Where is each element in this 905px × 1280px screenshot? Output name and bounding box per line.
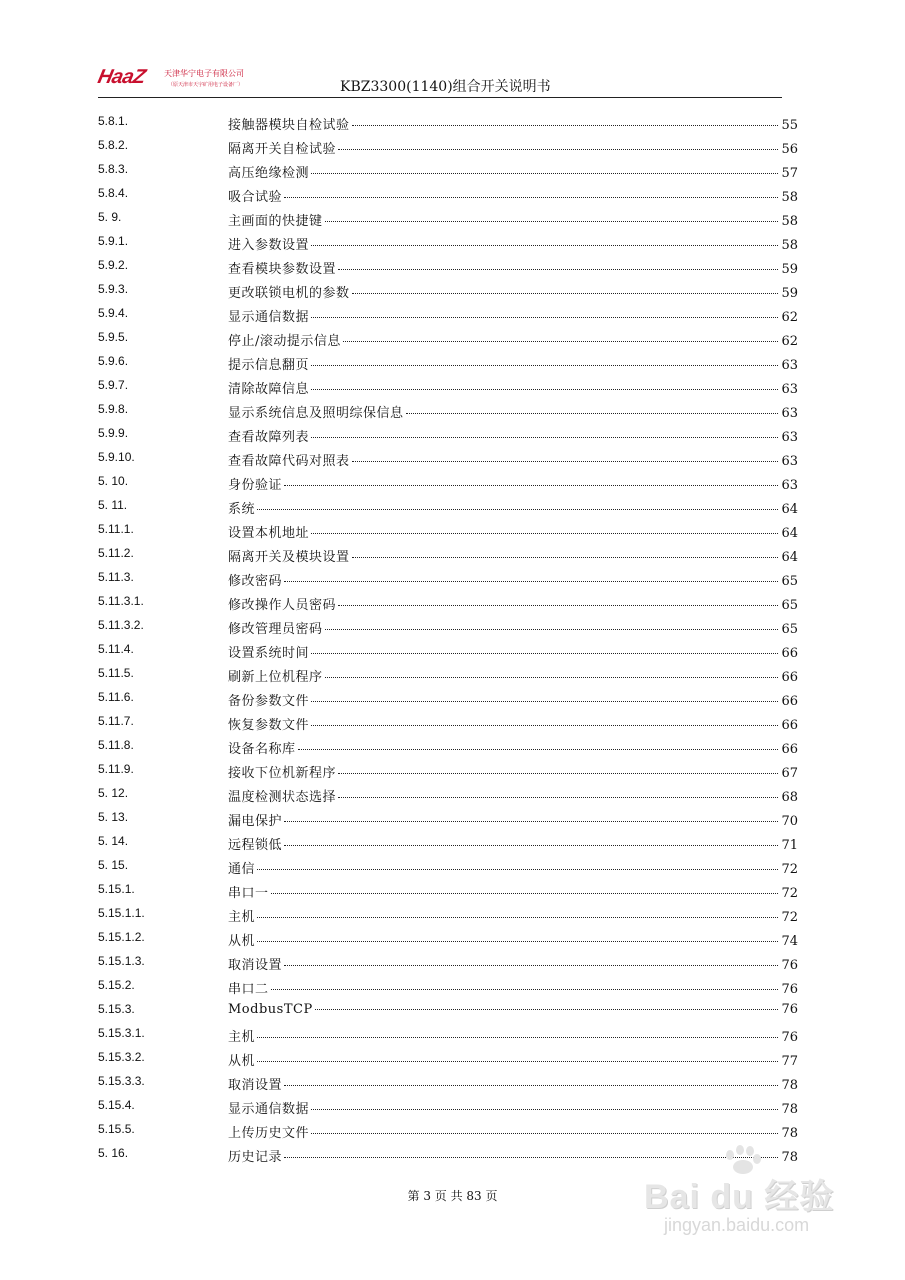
toc-entry-line [228, 714, 798, 733]
toc-dot-leader [352, 125, 778, 126]
toc-entry-line [228, 474, 798, 493]
toc-entry[interactable] [98, 134, 798, 158]
toc-entry[interactable] [98, 590, 798, 614]
toc-entry-page: 63 [781, 454, 798, 469]
toc-entry-page: 63 [781, 358, 798, 373]
toc-entry-title: 修改管理员密码 [228, 622, 323, 637]
toc-entry-number: 5.11.2. [98, 546, 134, 560]
toc-entry[interactable] [98, 1118, 798, 1142]
baidu-watermark [640, 1145, 880, 1245]
toc-entry-title: ModbusTCP [228, 1002, 313, 1017]
toc-entry-title: 恢复参数文件 [228, 718, 310, 733]
toc-entry[interactable] [98, 1046, 798, 1070]
toc-entry-line [228, 930, 798, 949]
toc-entry[interactable] [98, 278, 798, 302]
toc-entry-line [228, 1026, 798, 1045]
toc-entry-number: 5.9.8. [98, 402, 129, 416]
toc-dot-leader [352, 461, 778, 462]
toc-entry-page: 65 [781, 574, 798, 589]
toc-entry-page: 64 [781, 502, 798, 517]
toc-entry-page: 57 [781, 166, 798, 181]
toc-entry-number: 5.15.4. [98, 1098, 135, 1112]
toc-entry-number: 5.15.1. [98, 882, 135, 896]
toc-entry[interactable] [98, 1094, 798, 1118]
toc-entry-page: 58 [781, 190, 798, 205]
toc-dot-leader [311, 1109, 778, 1110]
toc-entry-page: 67 [781, 766, 798, 781]
toc-entry[interactable] [98, 374, 798, 398]
toc-entry-title: 远程锁低 [228, 838, 283, 853]
toc-entry-number: 5.15.3.1. [98, 1026, 145, 1040]
toc-entry-line [228, 546, 798, 565]
toc-entry-number: 5.8.3. [98, 162, 129, 176]
toc-dot-leader [257, 869, 778, 870]
toc-entry[interactable] [98, 422, 798, 446]
toc-entry[interactable] [98, 902, 798, 926]
toc-entry[interactable] [98, 878, 798, 902]
toc-dot-leader [298, 749, 778, 750]
toc-dot-leader [284, 965, 778, 966]
toc-dot-leader [311, 437, 778, 438]
toc-dot-leader [325, 677, 778, 678]
toc-dot-leader [338, 773, 778, 774]
toc-entry[interactable] [98, 950, 798, 974]
toc-entry-page: 63 [781, 406, 798, 421]
toc-entry-line [228, 834, 798, 853]
toc-entry-title: 取消设置 [228, 1078, 283, 1093]
toc-entry-title: 查看模块参数设置 [228, 262, 337, 277]
toc-entry-page: 78 [781, 1102, 798, 1117]
toc-entry-number: 5. 9. [98, 210, 122, 224]
toc-entry-page: 66 [781, 742, 798, 757]
toc-entry-line [228, 786, 798, 805]
toc-entry[interactable] [98, 662, 798, 686]
toc-entry-page: 78 [781, 1150, 798, 1165]
toc-entry-line [228, 138, 798, 157]
toc-entry-title: 主机 [228, 1030, 256, 1045]
toc-entry-number: 5.9.5. [98, 330, 129, 344]
toc-entry-number: 5.8.2. [98, 138, 129, 152]
toc-entry[interactable] [98, 566, 798, 590]
watermark-url: jingyan.baidu.com [664, 1215, 810, 1235]
toc-entry-number: 5.11.3. [98, 570, 134, 584]
toc-entry-title: 隔离开关自检试验 [228, 142, 337, 157]
toc-dot-leader [311, 317, 778, 318]
toc-entry-title: 隔离开关及模块设置 [228, 550, 350, 565]
toc-entry-title: 接收下位机新程序 [228, 766, 337, 781]
toc-dot-leader [406, 413, 778, 414]
toc-entry-page: 64 [781, 550, 798, 565]
toc-entry-title: 进入参数设置 [228, 238, 310, 253]
toc-entry-title: 串口一 [228, 886, 269, 901]
toc-entry-number: 5. 15. [98, 858, 129, 872]
toc-entry-line [228, 522, 798, 541]
toc-entry-number: 5.11.5. [98, 666, 134, 680]
toc-entry[interactable] [98, 734, 798, 758]
toc-entry-number: 5.9.1. [98, 234, 129, 248]
toc-entry-line [228, 186, 798, 205]
toc-entry-line [228, 882, 798, 901]
toc-entry-number: 5.15.5. [98, 1122, 135, 1136]
toc-entry-title: 通信 [228, 862, 256, 877]
toc-entry-page: 74 [781, 934, 798, 949]
toc-entry[interactable] [98, 830, 798, 854]
toc-entry[interactable] [98, 926, 798, 950]
toc-entry-line [228, 762, 798, 781]
toc-dot-leader [311, 1133, 778, 1134]
toc-entry-title: 取消设置 [228, 958, 283, 973]
toc-dot-leader [325, 629, 778, 630]
toc-entry-title: 显示通信数据 [228, 1102, 310, 1117]
toc-entry[interactable] [98, 638, 798, 662]
toc-entry-line [228, 1122, 798, 1141]
toc-entry-page: 78 [781, 1078, 798, 1093]
toc-dot-leader [257, 1037, 778, 1038]
toc-entry-number: 5.9.10. [98, 450, 135, 464]
toc-entry-line [228, 1050, 798, 1069]
toc-entry-page: 63 [781, 478, 798, 493]
toc-entry-number: 5.8.4. [98, 186, 129, 200]
toc-dot-leader [257, 509, 778, 510]
toc-dot-leader [284, 1085, 778, 1086]
toc-entry-line [228, 402, 798, 421]
toc-entry-line [228, 498, 798, 517]
toc-entry-number: 5.15.2. [98, 978, 135, 992]
toc-entry-title: 设备名称库 [228, 742, 296, 757]
toc-dot-leader [284, 821, 778, 822]
toc-dot-leader [338, 269, 778, 270]
toc-entry-line [228, 258, 798, 277]
toc-dot-leader [284, 845, 778, 846]
toc-entry-page: 72 [781, 886, 798, 901]
toc-entry[interactable] [98, 710, 798, 734]
toc-entry[interactable] [98, 782, 798, 806]
toc-entry-number: 5. 11. [98, 498, 128, 512]
toc-entry-page: 65 [781, 622, 798, 637]
toc-dot-leader [311, 173, 778, 174]
toc-entry-line [228, 906, 798, 925]
toc-entry-title: 系统 [228, 502, 256, 517]
toc-dot-leader [311, 725, 778, 726]
toc-entry-line [228, 666, 798, 685]
toc-entry-title: 主机 [228, 910, 256, 925]
toc-entry-title: 备份参数文件 [228, 694, 310, 709]
toc-entry-page: 71 [781, 838, 798, 853]
toc-entry-page: 66 [781, 718, 798, 733]
toc-entry[interactable] [98, 518, 798, 542]
toc-entry-page: 76 [781, 958, 798, 973]
toc-entry-page: 58 [781, 214, 798, 229]
toc-entry-line [228, 114, 798, 133]
toc-entry-line [228, 642, 798, 661]
toc-entry-number: 5.11.1. [98, 522, 134, 536]
toc-entry-title: 上传历史文件 [228, 1126, 310, 1141]
toc-entry-number: 5.15.1.3. [98, 954, 145, 968]
toc-entry-title: 串口二 [228, 982, 269, 997]
toc-entry-page: 64 [781, 526, 798, 541]
toc-entry-line [228, 354, 798, 373]
toc-entry-title: 清除故障信息 [228, 382, 310, 397]
logo-company-name: 天津华宁电子有限公司 [164, 69, 244, 78]
toc-entry-line [228, 570, 798, 589]
toc-entry-title: 主画面的快捷键 [228, 214, 323, 229]
toc-entry-page: 59 [781, 286, 798, 301]
toc-dot-leader [271, 989, 778, 990]
toc-entry-line [228, 306, 798, 325]
toc-entry-line [228, 618, 798, 637]
toc-entry-page: 58 [781, 238, 798, 253]
toc-entry-number: 5. 10. [98, 474, 129, 488]
toc-entry-number: 5.11.8. [98, 738, 134, 752]
toc-dot-leader [311, 365, 778, 366]
toc-entry-line [228, 378, 798, 397]
toc-entry-page: 78 [781, 1126, 798, 1141]
toc-entry[interactable] [98, 398, 798, 422]
watermark-brand: Bai du 经验 [644, 1178, 835, 1216]
toc-entry[interactable] [98, 854, 798, 878]
toc-entry-title: 设置本机地址 [228, 526, 310, 541]
toc-entry[interactable] [98, 230, 798, 254]
toc-entry-title: 漏电保护 [228, 814, 283, 829]
toc-entry-number: 5.15.1.2. [98, 930, 145, 944]
toc-dot-leader [257, 917, 778, 918]
toc-entry-title: 设置系统时间 [228, 646, 310, 661]
toc-entry[interactable] [98, 110, 798, 134]
toc-entry-number: 5.11.3.1. [98, 594, 144, 608]
page-header [0, 0, 905, 110]
toc-entry-line [228, 690, 798, 709]
toc-entry-page: 62 [781, 310, 798, 325]
toc-entry-title: 历史记录 [228, 1150, 283, 1165]
toc-entry-line [228, 330, 798, 349]
toc-dot-leader [284, 485, 778, 486]
toc-entry-page: 76 [781, 1030, 798, 1045]
toc-entry-number: 5.15.1.1. [98, 906, 145, 920]
toc-entry[interactable] [98, 446, 798, 470]
toc-entry-page: 70 [781, 814, 798, 829]
toc-entry-page: 66 [781, 694, 798, 709]
toc-entry-page: 72 [781, 910, 798, 925]
toc-dot-leader [338, 605, 778, 606]
toc-entry-title: 温度检测状态选择 [228, 790, 337, 805]
toc-entry-page: 76 [781, 1002, 798, 1017]
toc-entry-number: 5.15.3. [98, 1002, 135, 1016]
toc-entry-title: 从机 [228, 1054, 256, 1069]
toc-entry-title: 修改密码 [228, 574, 283, 589]
toc-entry-number: 5.11.9. [98, 762, 134, 776]
toc-entry[interactable] [98, 1070, 798, 1094]
toc-entry-number: 5. 16. [98, 1146, 129, 1160]
toc-entry[interactable] [98, 158, 798, 182]
toc-entry-number: 5.8.1. [98, 114, 129, 128]
toc-entry-title: 更改联锁电机的参数 [228, 286, 350, 301]
toc-entry-line [228, 1002, 798, 1017]
document-title: KBZ3300(1140)组合开关说明书 [340, 79, 551, 95]
toc-entry[interactable] [98, 758, 798, 782]
toc-entry-page: 55 [781, 118, 798, 133]
page-footer: 第 3 页 共 83 页 [407, 1189, 498, 1203]
toc-entry-line [228, 978, 798, 997]
toc-entry-title: 刷新上位机程序 [228, 670, 323, 685]
toc-entry-line [228, 450, 798, 469]
toc-entry-page: 66 [781, 646, 798, 661]
toc-entry-line [228, 810, 798, 829]
toc-entry-page: 68 [781, 790, 798, 805]
toc-dot-leader [325, 221, 778, 222]
toc-entry-line [228, 210, 798, 229]
toc-dot-leader [257, 941, 778, 942]
toc-entry-number: 5.15.3.2. [98, 1050, 145, 1064]
toc-entry[interactable] [98, 206, 798, 230]
toc-entry-title: 高压绝缘检测 [228, 166, 310, 181]
toc-entry-title: 接触器模块自检试验 [228, 118, 350, 133]
toc-entry[interactable] [98, 326, 798, 350]
toc-entry[interactable] [98, 350, 798, 374]
toc-dot-leader [338, 797, 778, 798]
toc-dot-leader [311, 653, 778, 654]
toc-entry-page: 65 [781, 598, 798, 613]
toc-entry-title: 查看故障代码对照表 [228, 454, 350, 469]
logo-company-subtitle: （原天津市天宇矿用电子设备厂） [168, 82, 244, 88]
toc-entry-line [228, 858, 798, 877]
toc-entry-line [228, 1098, 798, 1117]
toc-entry-title: 吸合试验 [228, 190, 283, 205]
toc-entry-page: 76 [781, 982, 798, 997]
toc-entry-number: 5.11.3.2. [98, 618, 144, 632]
toc-entry-line [228, 738, 798, 757]
toc-entry-line [228, 234, 798, 253]
toc-entry-page: 72 [781, 862, 798, 877]
toc-entry-number: 5.9.7. [98, 378, 129, 392]
toc-entry[interactable] [98, 302, 798, 326]
toc-entry-number: 5.9.6. [98, 354, 129, 368]
toc-entry[interactable] [98, 614, 798, 638]
toc-entry-title: 显示系统信息及照明综保信息 [228, 406, 404, 421]
toc-dot-leader [343, 341, 778, 342]
toc-entry-number: 5.11.7. [98, 714, 134, 728]
toc-entry-line [228, 954, 798, 973]
toc-dot-leader [315, 1009, 778, 1010]
toc-dot-leader [352, 557, 778, 558]
toc-entry-title: 身份验证 [228, 478, 283, 493]
toc-entry-line [228, 594, 798, 613]
toc-entry-line [228, 1074, 798, 1093]
toc-dot-leader [338, 149, 778, 150]
toc-dot-leader [311, 245, 778, 246]
logo-mark: HaaZ [95, 66, 148, 88]
toc-dot-leader [257, 1061, 778, 1062]
toc-entry-number: 5.9.9. [98, 426, 129, 440]
table-of-contents [98, 110, 798, 1166]
toc-entry[interactable] [98, 998, 798, 1022]
toc-dot-leader [311, 701, 778, 702]
toc-entry-page: 62 [781, 334, 798, 349]
toc-entry-title: 显示通信数据 [228, 310, 310, 325]
toc-entry-title: 从机 [228, 934, 256, 949]
toc-entry-page: 63 [781, 430, 798, 445]
toc-entry-line [228, 282, 798, 301]
toc-entry-number: 5. 14. [98, 834, 129, 848]
toc-dot-leader [352, 293, 778, 294]
toc-entry[interactable] [98, 254, 798, 278]
toc-dot-leader [311, 389, 778, 390]
toc-entry[interactable] [98, 542, 798, 566]
toc-entry-page: 56 [781, 142, 798, 157]
toc-entry[interactable] [98, 182, 798, 206]
toc-entry-line [228, 162, 798, 181]
toc-entry-page: 77 [781, 1054, 798, 1069]
toc-entry-line [228, 426, 798, 445]
toc-entry-number: 5.9.3. [98, 282, 129, 296]
toc-dot-leader [284, 197, 778, 198]
toc-entry-number: 5.9.2. [98, 258, 129, 272]
toc-dot-leader [284, 581, 778, 582]
toc-entry[interactable] [98, 806, 798, 830]
toc-entry[interactable] [98, 494, 798, 518]
toc-entry-number: 5.15.3.3. [98, 1074, 145, 1088]
toc-entry-title: 查看故障列表 [228, 430, 310, 445]
toc-entry-title: 修改操作人员密码 [228, 598, 337, 613]
toc-entry-title: 提示信息翻页 [228, 358, 310, 373]
toc-entry-number: 5. 13. [98, 810, 129, 824]
toc-entry-title: 停止/滚动提示信息 [228, 334, 341, 349]
toc-entry-page: 66 [781, 670, 798, 685]
toc-dot-leader [271, 893, 778, 894]
company-logo [95, 66, 248, 94]
toc-entry[interactable] [98, 1022, 798, 1046]
toc-entry[interactable] [98, 974, 798, 998]
toc-entry[interactable] [98, 470, 798, 494]
toc-entry-number: 5.9.4. [98, 306, 129, 320]
toc-entry-number: 5. 12. [98, 786, 129, 800]
toc-entry-page: 63 [781, 382, 798, 397]
toc-entry-number: 5.11.6. [98, 690, 134, 704]
toc-entry-page: 59 [781, 262, 798, 277]
toc-entry-number: 5.11.4. [98, 642, 134, 656]
toc-dot-leader [311, 533, 778, 534]
header-divider [98, 97, 782, 98]
toc-entry[interactable] [98, 686, 798, 710]
